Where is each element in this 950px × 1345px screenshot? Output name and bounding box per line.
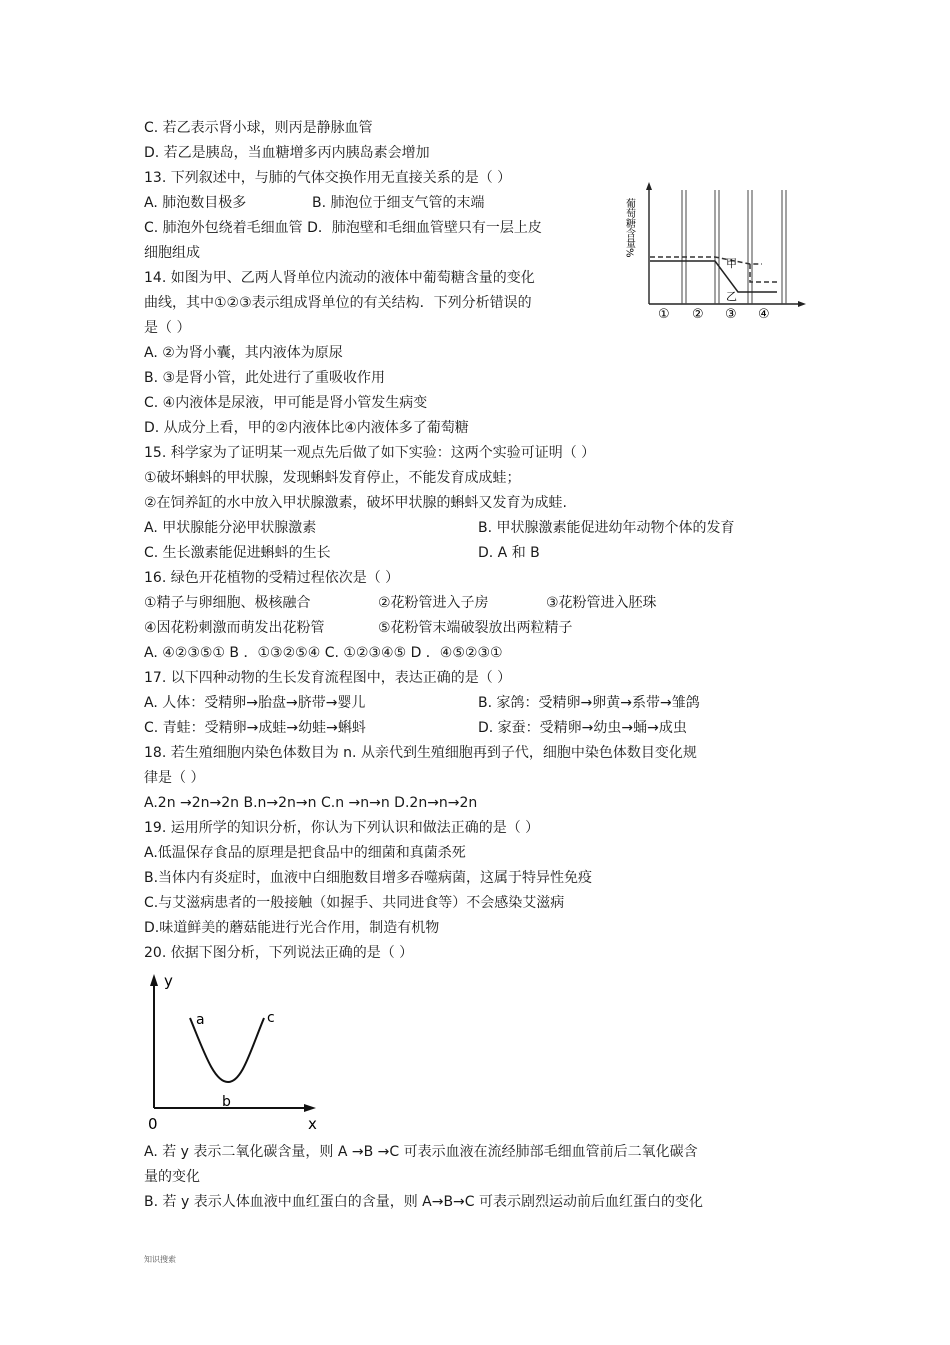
- option-line: C. 若乙表示肾小球，则丙是静脉血管: [144, 120, 373, 136]
- tick-3: ③: [725, 307, 737, 322]
- page-footer: 知识搜索: [144, 1255, 176, 1264]
- option-line: A.2n →2n→2n B.n→2n→n C.n →n→n D.2n→n→2n: [144, 795, 478, 811]
- option-line: A. 若 y 表示二氧化碳含量，则 A →B →C 可表示血液在流经肺部毛细血管前后二氧化碳含: [144, 1144, 698, 1160]
- option-line: 量的变化: [144, 1169, 200, 1185]
- option-line: D. A 和 B: [478, 545, 540, 561]
- option-line: B. 家鸽：受精卵→卵黄→系带→雏鸽: [478, 695, 700, 711]
- option-line: B. 甲状腺激素能促进幼年动物个体的发育: [478, 520, 735, 536]
- axis-x-label: x: [308, 1115, 317, 1132]
- question-16: 16. 绿色开花植物的受精过程依次是（ ）: [144, 570, 400, 586]
- step-line: ②花粉管进入子房: [378, 595, 489, 611]
- figure-ylabel: 葡萄糖含量%: [623, 198, 635, 258]
- curve-figure: [138, 970, 328, 1132]
- option-line: C. ④内液体是尿液，甲可能是肾小管发生病变: [144, 395, 428, 411]
- step-line: ③花粉管进入胚珠: [546, 595, 657, 611]
- question-13: 13. 下列叙述中，与肺的气体交换作用无直接关系的是（ ）: [144, 170, 512, 186]
- question-19: 19. 运用所学的知识分析，你认为下列认识和做法正确的是（ ）: [144, 820, 540, 836]
- step-line: ①精子与卵细胞、极核融合: [144, 595, 311, 611]
- tick-1: ①: [658, 307, 670, 322]
- step-line: ④因花粉刺激而萌发出花粉管: [144, 620, 325, 636]
- question-14-cont: 是（ ）: [144, 320, 191, 336]
- option-line: A. 肺泡数目极多: [144, 195, 247, 211]
- question-14-cont: 曲线，其中①②③表示组成肾单位的有关结构．下列分析错误的: [144, 295, 532, 311]
- option-line: 细胞组成: [144, 245, 200, 261]
- question-15: 15. 科学家为了证明某一观点先后做了如下实验：这两个实验可证明（ ）: [144, 445, 596, 461]
- question-14: 14. 如图为甲、乙两人肾单位内流动的液体中葡萄糖含量的变化: [144, 270, 535, 286]
- experiment-line: ②在饲养缸的水中放入甲状腺激素，破坏甲状腺的蝌蚪又发育为成蛙.: [144, 495, 567, 511]
- label-yi: 乙: [726, 290, 737, 303]
- option-line: C. 青蛙：受精卵→成蛙→幼蛙→蝌蚪: [144, 720, 366, 736]
- option-line: B. ③是肾小管，此处进行了重吸收作用: [144, 370, 386, 386]
- experiment-line: ①破坏蝌蚪的甲状腺，发现蝌蚪发育停止，不能发育成成蛙；: [144, 470, 521, 486]
- step-line: ⑤花粉管末端破裂放出两粒精子: [378, 620, 573, 636]
- tick-2: ②: [692, 307, 704, 322]
- option-line: A. ④②③⑤① B ．①③②⑤④ C. ①②③④⑤ D ．④⑤②③①: [144, 645, 503, 661]
- tick-4: ④: [758, 307, 770, 322]
- option-line: D.味道鲜美的蘑菇能进行光合作用，制造有机物: [144, 920, 440, 936]
- axis-y-label: y: [164, 972, 173, 990]
- question-17: 17. 以下四种动物的生长发育流程图中，表达正确的是（ ）: [144, 670, 512, 686]
- option-line: D. 若乙是胰岛，当血糖增多丙内胰岛素会增加: [144, 145, 430, 161]
- option-line: C. 肺泡外包绕着毛细血管 D．肺泡壁和毛细血管壁只有一层上皮: [144, 220, 542, 236]
- origin-label: 0: [148, 1115, 158, 1132]
- option-line: D. 家蚕：受精卵→幼虫→蛹→成虫: [478, 720, 687, 736]
- label-jia: 甲: [726, 257, 737, 270]
- option-line: A. 甲状腺能分泌甲状腺激素: [144, 520, 317, 536]
- option-line: B. 肺泡位于细支气管的末端: [312, 195, 485, 211]
- glucose-figure: [622, 180, 812, 322]
- question-18-cont: 律是（ ）: [144, 770, 205, 786]
- option-line: D. 从成分上看，甲的②内液体比④内液体多了葡萄糖: [144, 420, 469, 436]
- option-line: A.低温保存食品的原理是把食品中的细菌和真菌杀死: [144, 845, 466, 861]
- option-line: C. 生长激素能促进蝌蚪的生长: [144, 545, 331, 561]
- option-line: A. ②为肾小囊，其内液体为原尿: [144, 345, 343, 361]
- option-line: C.与艾滋病患者的一般接触（如握手、共同进食等）不会感染艾滋病: [144, 895, 565, 911]
- point-b-label: b: [222, 1094, 231, 1110]
- question-20: 20. 依据下图分析，下列说法正确的是（ ）: [144, 945, 414, 961]
- option-line: B. 若 y 表示人体血液中血红蛋白的含量，则 A→B→C 可表示剧烈运动前后血红蛋白的变化: [144, 1194, 704, 1210]
- question-18: 18. 若生殖细胞内染色体数目为 n. 从亲代到生殖细胞再到子代，细胞中染色体数目变化规: [144, 745, 697, 761]
- point-c-label: c: [267, 1010, 275, 1026]
- option-line: A. 人体：受精卵→胎盘→脐带→婴儿: [144, 695, 366, 711]
- option-line: B.当体内有炎症时，血液中白细胞数目增多吞噬病菌，这属于特异性免疫: [144, 870, 593, 886]
- point-a-label: a: [196, 1012, 205, 1028]
